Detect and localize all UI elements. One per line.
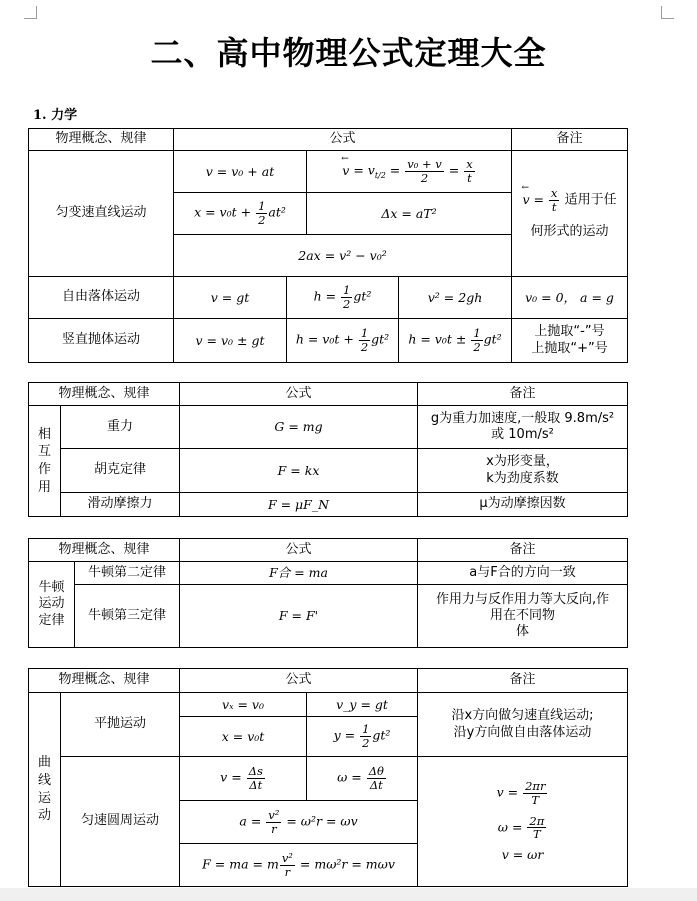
uniform-accel-note: ← v = $\frac{x}{t}$ 适用于任 何形式的运动	[512, 151, 628, 277]
vertical-throw-label: 竖直抛体运动	[29, 319, 174, 363]
header-note: 备注	[418, 669, 628, 693]
projectile-y: y = $\frac{1}{2}$ gt²	[307, 717, 418, 757]
vertical-throw-height: h = v₀t + $\frac{1}{2}$ gt²	[287, 319, 399, 363]
header-concept: 物理概念、规律	[29, 129, 174, 151]
interaction-group-label: 相 互 作 用	[29, 406, 61, 517]
header-formula: 公式	[180, 669, 418, 693]
gravity-label: 重力	[61, 406, 180, 449]
circular-note: v = $\frac{2\pi r}{T}$ ω = $\frac{2\pi}{T}$ v = ωr	[418, 757, 628, 887]
displacement-formula: x = v₀t + $\frac{1}{2}$ at²	[174, 193, 307, 235]
header-concept: 物理概念、规律	[29, 383, 180, 406]
hooke-law-note: x为形变量， k为劲度系数	[418, 449, 628, 493]
circular-angular-velocity: ω = $\frac{\Delta\theta}{\Delta t}$	[307, 757, 418, 801]
header-formula: 公式	[180, 383, 418, 406]
header-note: 备注	[418, 383, 628, 406]
newton-second-law-formula: F合 = ma	[180, 562, 418, 585]
projectile-label: 平抛运动	[61, 693, 180, 757]
curvilinear-table	[28, 668, 628, 887]
hooke-law-label: 胡克定律	[61, 449, 180, 493]
newton-third-law-label: 牛顿第三定律	[75, 585, 180, 648]
delta-x-formula: Δx = aT²	[307, 193, 512, 235]
free-fall-velocity: v = gt	[174, 277, 287, 319]
projectile-vy: v_y = gt	[307, 693, 418, 717]
curvilinear-group-label: 曲 线 运 动	[29, 693, 61, 887]
newton-second-law-label: 牛顿第二定律	[75, 562, 180, 585]
vertical-throw-note: 上抛取“-”号 上抛取“+”号	[512, 319, 628, 363]
page-footer-bar	[0, 888, 697, 901]
newton-group-label: 牛顿 运动 定律	[29, 562, 75, 648]
newton-third-law-formula: F = F'	[180, 585, 418, 648]
section-heading: 1. 力学	[33, 108, 78, 123]
projectile-vx: vₓ = v₀	[180, 693, 307, 717]
newton-third-law-note: 作用力与反作用力等大反向,作 用在不同物 体	[418, 585, 628, 648]
header-concept: 物理概念、规律	[29, 669, 180, 693]
hooke-law-formula: F = kx	[180, 449, 418, 493]
free-fall-height: h = $\frac{1}{2}$ gt²	[287, 277, 399, 319]
circular-label: 匀速圆周运动	[61, 757, 180, 887]
kinematics-table	[28, 128, 628, 363]
header-note: 备注	[512, 129, 628, 151]
centripetal-force: F = ma = m $\frac{\text{v²}}{r}$ = mω²r = mωv	[180, 844, 418, 887]
newton-table	[28, 538, 628, 648]
header-note: 备注	[418, 539, 628, 562]
free-fall-v-squared: v² = 2gh	[399, 277, 512, 319]
header-concept: 物理概念、规律	[29, 539, 180, 562]
header-formula: 公式	[180, 539, 418, 562]
free-fall-label: 自由落体运动	[29, 277, 174, 319]
gravity-note: g为重力加速度,一般取 9.8m/s² 或 10m/s²	[418, 406, 628, 449]
free-fall-note: v₀ = 0， a = g	[512, 277, 628, 319]
projectile-x: x = v₀t	[180, 717, 307, 757]
page-corner-mark-left	[24, 6, 37, 19]
interaction-table	[28, 382, 628, 517]
gravity-formula: G = mg	[180, 406, 418, 449]
uniform-accel-label: 匀变速直线运动	[29, 151, 174, 277]
centripetal-acceleration: a = $\frac{\text{v²}}{r}$ = ω²r = ωv	[180, 801, 418, 844]
friction-note: μ为动摩擦因数	[418, 493, 628, 517]
page-title: 二、高中物理公式定理大全	[150, 34, 547, 72]
projectile-note: 沿x方向做匀速直线运动; 沿y方向做自由落体运动	[418, 693, 628, 757]
vertical-throw-velocity: v = v₀ ± gt	[174, 319, 287, 363]
velocity-displacement-formula: 2ax = v² − v₀²	[174, 235, 512, 277]
friction-formula: F = μF_N	[180, 493, 418, 517]
velocity-formula: v = v₀ + at	[174, 151, 307, 193]
vertical-throw-height-pm: h = v₀t ± $\frac{1}{2}$ gt²	[399, 319, 512, 363]
header-formula: 公式	[174, 129, 512, 151]
friction-label: 滑动摩擦力	[61, 493, 180, 517]
average-velocity-formula: ← $v = v_{t/2}$ = $\frac{\text{v₀ + v}}{2}$ = $\frac{x}{t}$	[307, 151, 512, 193]
circular-linear-velocity: v = $\frac{\Delta s}{\Delta t}$	[180, 757, 307, 801]
newton-second-law-note: a与F合的方向一致	[418, 562, 628, 585]
page-corner-mark-right	[661, 6, 674, 19]
